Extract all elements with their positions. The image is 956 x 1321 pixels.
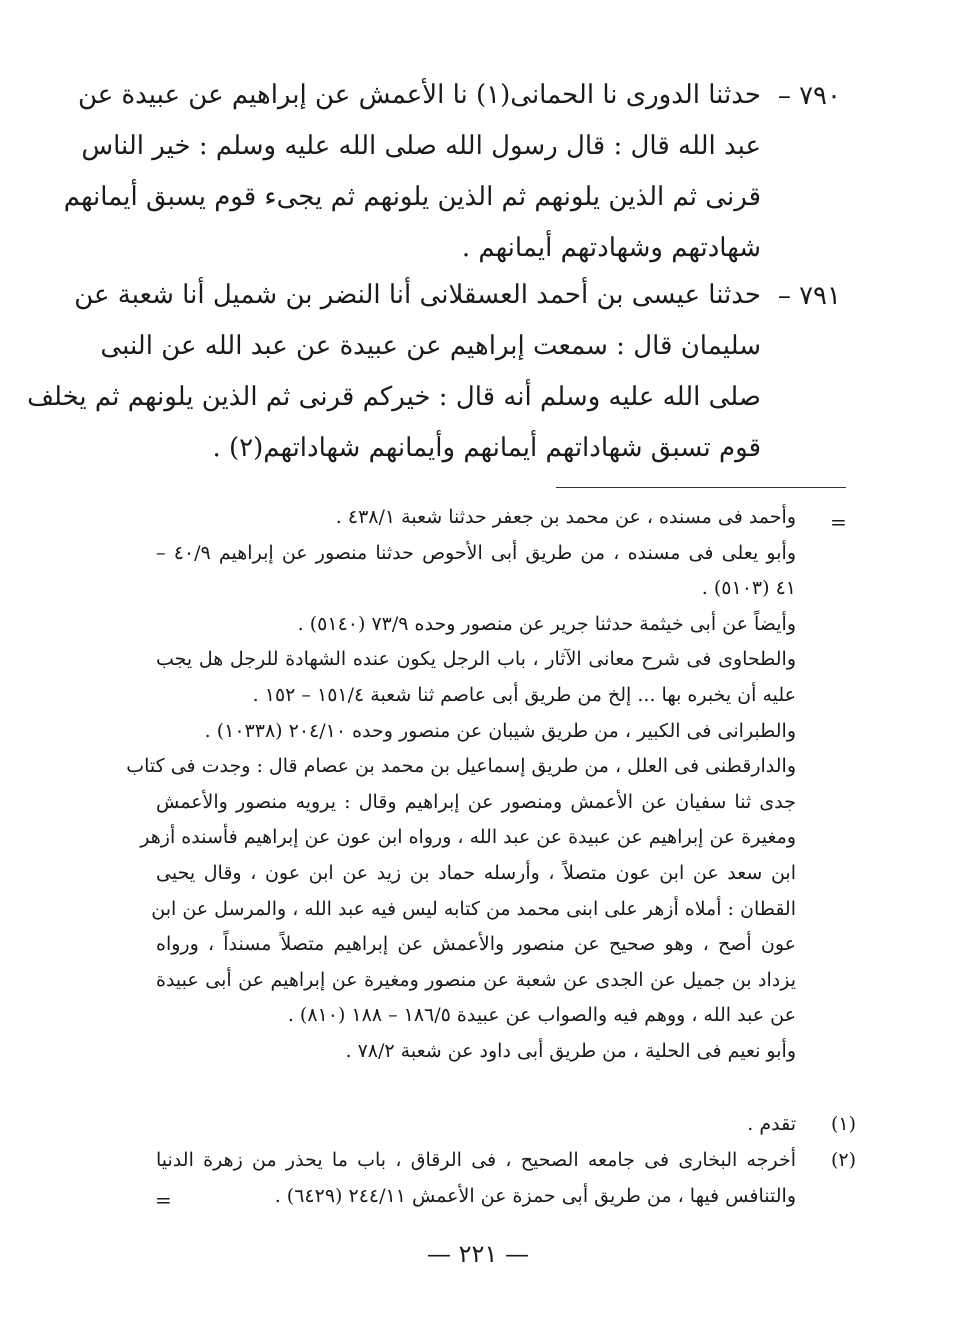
note-line: والطحاوى فى شرح معانى الآثار ، باب الرجل يكون عنده الشهادة للرجل هل يجب [156, 648, 796, 671]
continuation-mark: = [830, 510, 847, 534]
hadith-number: ٧٩٠ – [777, 81, 841, 111]
hadith-line: قوم تسبق شهاداتهم أيمانهم وأيمانهم شهاداتهم(٢) . [212, 433, 761, 463]
note-line: عليه أن يخبره بها ... إلخ من طريق أبى عاصم ثنا شعبة ١٥١/٤ – ١٥٢ . [252, 683, 796, 706]
note-line: ابن سعد عن ابن عون متصلاً ، وأرسله حماد بن زيد عن ابن عون ، وقال يحيى [156, 861, 796, 884]
hadith-number: ٧٩١ – [777, 281, 841, 311]
footnote-line: والتنافس فيها ، من طريق أبى حمزة عن الأعمش ٢٤٤/١١ (٦٤٢٩) . [274, 1184, 796, 1207]
note-line: ٤١ (٥١٠٣) . [701, 577, 796, 600]
hadith-line: عبد الله قال : قال رسول الله صلى الله عليه وسلم : خير الناس [81, 131, 761, 161]
hadith-line: شهادتهم وشهادتهم أيمانهم . [461, 233, 761, 263]
footnote-line: تقدم . [747, 1113, 796, 1135]
footnote-mark: (٢) [830, 1149, 856, 1171]
hadith-line: صلى الله عليه وسلم أنه قال : خيركم قرنى ثم الذين يلونهم ثم يخلف [27, 382, 761, 412]
note-line: القطان : أملاه أزهر على ابنى محمد من كتابه ليس فيه عبد الله ، والمرسل عن ابن [151, 897, 796, 920]
hadith-line: قرنى ثم الذين يلونهم ثم الذين يلونهم ثم يجىء قوم يسبق أيمانهم [63, 182, 761, 212]
note-line: ومغيرة عن إبراهيم عن عبيدة عن عبد الله ، ورواه ابن عون عن إبراهيم فأسنده أزهر [140, 826, 796, 849]
hadith-line: سليمان قال : سمعت إبراهيم عن عبيدة عن عبد الله عن النبى [100, 331, 761, 361]
hadith-790 [63, 70, 841, 274]
footnote-line: أخرجه البخارى فى جامعه الصحيح ، فى الرقاق ، باب ما يحذر من زهرة الدنيا [156, 1149, 796, 1171]
note-line: وأيضاً عن أبى خيثمة حدثنا جرير عن منصور وحده ٧٣/٩ (٥١٤٠) . [297, 612, 796, 635]
page-number: — ٢٢١ — [427, 1240, 529, 1268]
notes-block [126, 500, 796, 1070]
footnote-separator [556, 487, 846, 488]
footnote-continuation-mark: = [155, 1188, 172, 1212]
note-line: وأبو نعيم فى الحلية ، من طريق أبى داود عن شعبة ٧٨/٢ . [345, 1039, 796, 1062]
note-line: يزداد بن جميل عن الجدى عن شعبة عن منصور ومغيرة عن إبراهيم عن أبى عبيدة [156, 968, 796, 991]
hadith-791 [27, 270, 841, 474]
note-line: جدى ثنا سفيان عن الأعمش ومنصور عن إبراهيم وقال : يرويه منصور والأعمش [156, 790, 796, 813]
note-line: عون أصح ، وهو صحيح عن منصور والأعمش عن إبراهيم متصلاً مسنداً ، ورواه [156, 933, 796, 956]
note-line: والطبرانى فى الكبير ، من طريق شيبان عن منصور وحده ٢٠٤/١٠ (١٠٣٣٨) . [204, 719, 796, 742]
footnote-mark: (١) [830, 1113, 856, 1135]
note-line: وأبو يعلى فى مسنده ، من طريق أبى الأحوص حدثنا منصور عن إبراهيم ٤٠/٩ – [156, 541, 796, 564]
note-line: عن عبد الله ، ووهم فيه والصواب عن عبيدة ١٨٦/٥ – ١٨٨ (٨١٠) . [287, 1004, 796, 1027]
note-line: وأحمد فى مسنده ، عن محمد بن جعفر حدثنا شعبة ٤٣٨/١ . [335, 506, 796, 528]
hadith-line: حدثنا عيسى بن أحمد العسقلانى أنا النضر بن شميل أنا شعبة عن [74, 280, 761, 310]
footnote-1 [156, 1107, 856, 1143]
hadith-line: حدثنا الدورى نا الحمانى(١) نا الأعمش عن إبراهيم عن عبيدة عن [77, 80, 761, 110]
footnote-2 [156, 1143, 856, 1214]
note-line: والدارقطنى فى العلل ، من طريق إسماعيل بن محمد بن عصام قال : وجدت فى كتاب [126, 755, 796, 778]
